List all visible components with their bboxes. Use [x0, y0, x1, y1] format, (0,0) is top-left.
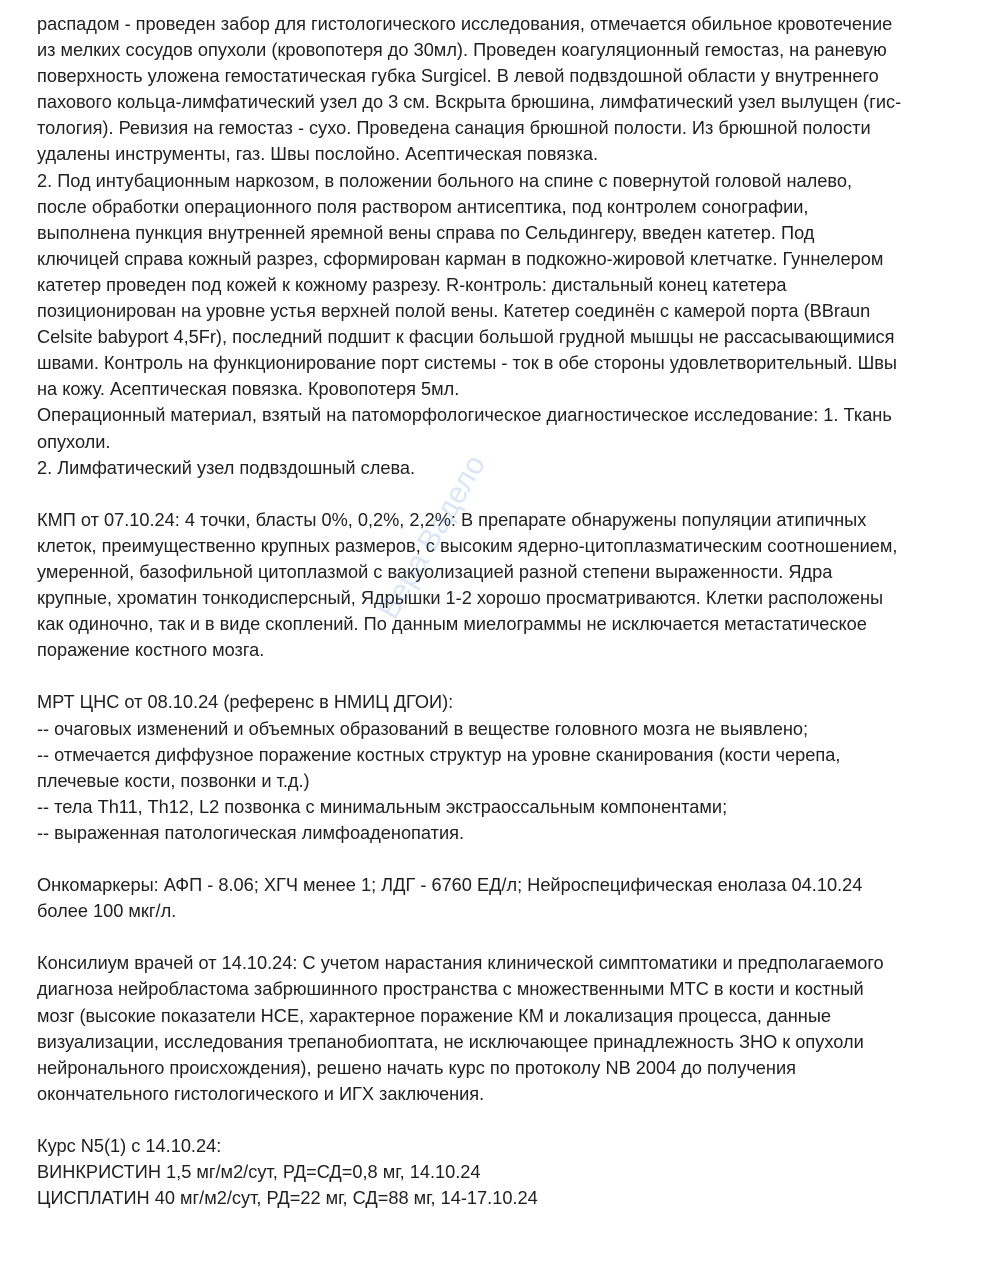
text-line: диагноза нейробластома забрюшинного пространства с множественными МТС в кости и костный	[37, 979, 864, 1000]
text-line: КМП от 07.10.24: 4 точки, бласты 0%, 0,2%, 2,2%: В препарате обнаружены популяции атипичных	[37, 509, 867, 530]
text-line: 2. Под интубационным наркозом, в положении больного на спине с повернутой головой налево,	[37, 170, 853, 191]
text-line: умеренной, базофильной цитоплазмой с вакуолизацией разной степени выраженности. Ядра	[37, 561, 833, 582]
watermark: Вера Вадело	[372, 449, 492, 625]
text-line: тология). Ревизия на гемостаз - сухо. Проведена санация брюшной полости. Из брюшной полости	[37, 118, 871, 139]
paragraph-gap	[37, 1107, 977, 1133]
text-line: визуализации, исследования трепанобиоптата, не исключающее принадлежность ЗНО к опухоли	[37, 1031, 864, 1052]
paragraph-gap	[37, 846, 977, 872]
text-line: мозг (высокие показатели НСЕ, характерное поражение КМ и локализация процесса, данные	[37, 1005, 832, 1026]
text-line: -- выраженная патологическая лимфоаденопатия.	[37, 822, 465, 843]
text-line: поражение костного мозга.	[37, 640, 265, 661]
text-line: на кожу. Асептическая повязка. Кровопотеря 5мл.	[37, 379, 460, 400]
text-line: ЦИСПЛАТИН 40 мг/м2/сут, РД=22 мг, СД=88 мг, 14-17.10.24	[37, 1188, 538, 1209]
document-body	[37, 11, 977, 1211]
text-line: Консилиум врачей от 14.10.24: С учетом нарастания клинической симптоматики и предполагаемого	[37, 953, 884, 974]
text-line: -- тела Th11, Th12, L2 позвонка с минимальным экстраоссальным компонентами;	[37, 796, 728, 817]
text-line: катетер проведен под кожей к кожному разрезу. R-контроль: дистальный конец катетера	[37, 274, 787, 295]
paragraph-gap	[37, 481, 977, 507]
text-line: Celsite babyport 4,5Fr), последний подшит к фасции большой грудной мышцы не рассасывающимися	[37, 327, 895, 348]
text-line: пахового кольца-лимфатический узел до 3 см. Вскрыта брюшина, лимфатический узел вылущен (гис-	[37, 92, 902, 113]
text-line: 2. Лимфатический узел подвздошный слева.	[37, 457, 416, 478]
text-line: более 100 мкг/л.	[37, 901, 177, 922]
text-line: выполнена пункция внутренней яремной вены справа по Сельдингеру, введен катетер. Под	[37, 222, 815, 243]
text-line: распадом - проведен забор для гистологического исследования, отмечается обильное кровотечение	[37, 14, 893, 34]
text-line: окончательного гистологического и ИГХ заключения.	[37, 1083, 485, 1104]
text-line: как одиночно, так и в виде скоплений. По данным миелограммы не исключается метастатическое	[37, 614, 867, 635]
text-line: из мелких сосудов опухоли (кровопотеря до 30мл). Проведен коагуляционный гемостаз, на раневую	[37, 40, 887, 61]
text-line: удалены инструменты, газ. Швы послойно. Асептическая повязка.	[37, 144, 599, 165]
text-line: поверхность уложена гемостатическая губка Surgicel. В левой подвздошной области у внутреннего	[37, 66, 879, 87]
text-line: -- отмечается диффузное поражение костных структур на уровне сканирования (кости черепа,	[37, 744, 841, 765]
text-line: швами. Контроль на функционирование порт системы - ток в обе стороны удовлетворительный. Швы	[37, 353, 897, 374]
text-line: Курс N5(1) с 14.10.24:	[37, 1136, 222, 1157]
text-line: опухоли.	[37, 431, 111, 452]
text-line: Онкомаркеры: АФП - 8.06; ХГЧ менее 1; ЛДГ - 6760 ЕД/л; Нейроспецифическая енолаза 04.10.24	[37, 875, 863, 896]
text-line: клеток, преимущественно крупных размеров, с высоким ядерно-цитоплазматическим соотношением,	[37, 535, 898, 556]
text-line: ВИНКРИСТИН 1,5 мг/м2/сут, РД=СД=0,8 мг, 14.10.24	[37, 1162, 481, 1183]
paragraph-gap	[37, 924, 977, 950]
text-line: Операционный материал, взятый на патоморфологическое диагностическое исследование: 1. Ткань	[37, 405, 892, 426]
text-line: -- очаговых изменений и объемных образований в веществе головного мозга не выявлено;	[37, 718, 809, 739]
text-line: плечевые кости, позвонки и т.д.)	[37, 770, 310, 791]
paragraph-gap	[37, 663, 977, 689]
text-line: ключицей справа кожный разрез, сформирован карман в подкожно-жировой клетчатке. Гуннелером	[37, 248, 884, 269]
text-line: МРТ ЦНС от 08.10.24 (референс в НМИЦ ДГОИ):	[37, 692, 454, 713]
text-line: позиционирован на уровне устья верхней полой вены. Катетер соединён с камерой порта (BBraun	[37, 301, 871, 322]
text-line: после обработки операционного поля раствором антисептика, под контролем сонографии,	[37, 196, 809, 217]
text-line: крупные, хроматин тонкодисперсный, Ядрышки 1-2 хорошо просматриваются. Клетки расположены	[37, 588, 884, 609]
text-line: нейронального происхождения), решено начать курс по протоколу NB 2004 до получения	[37, 1057, 796, 1078]
